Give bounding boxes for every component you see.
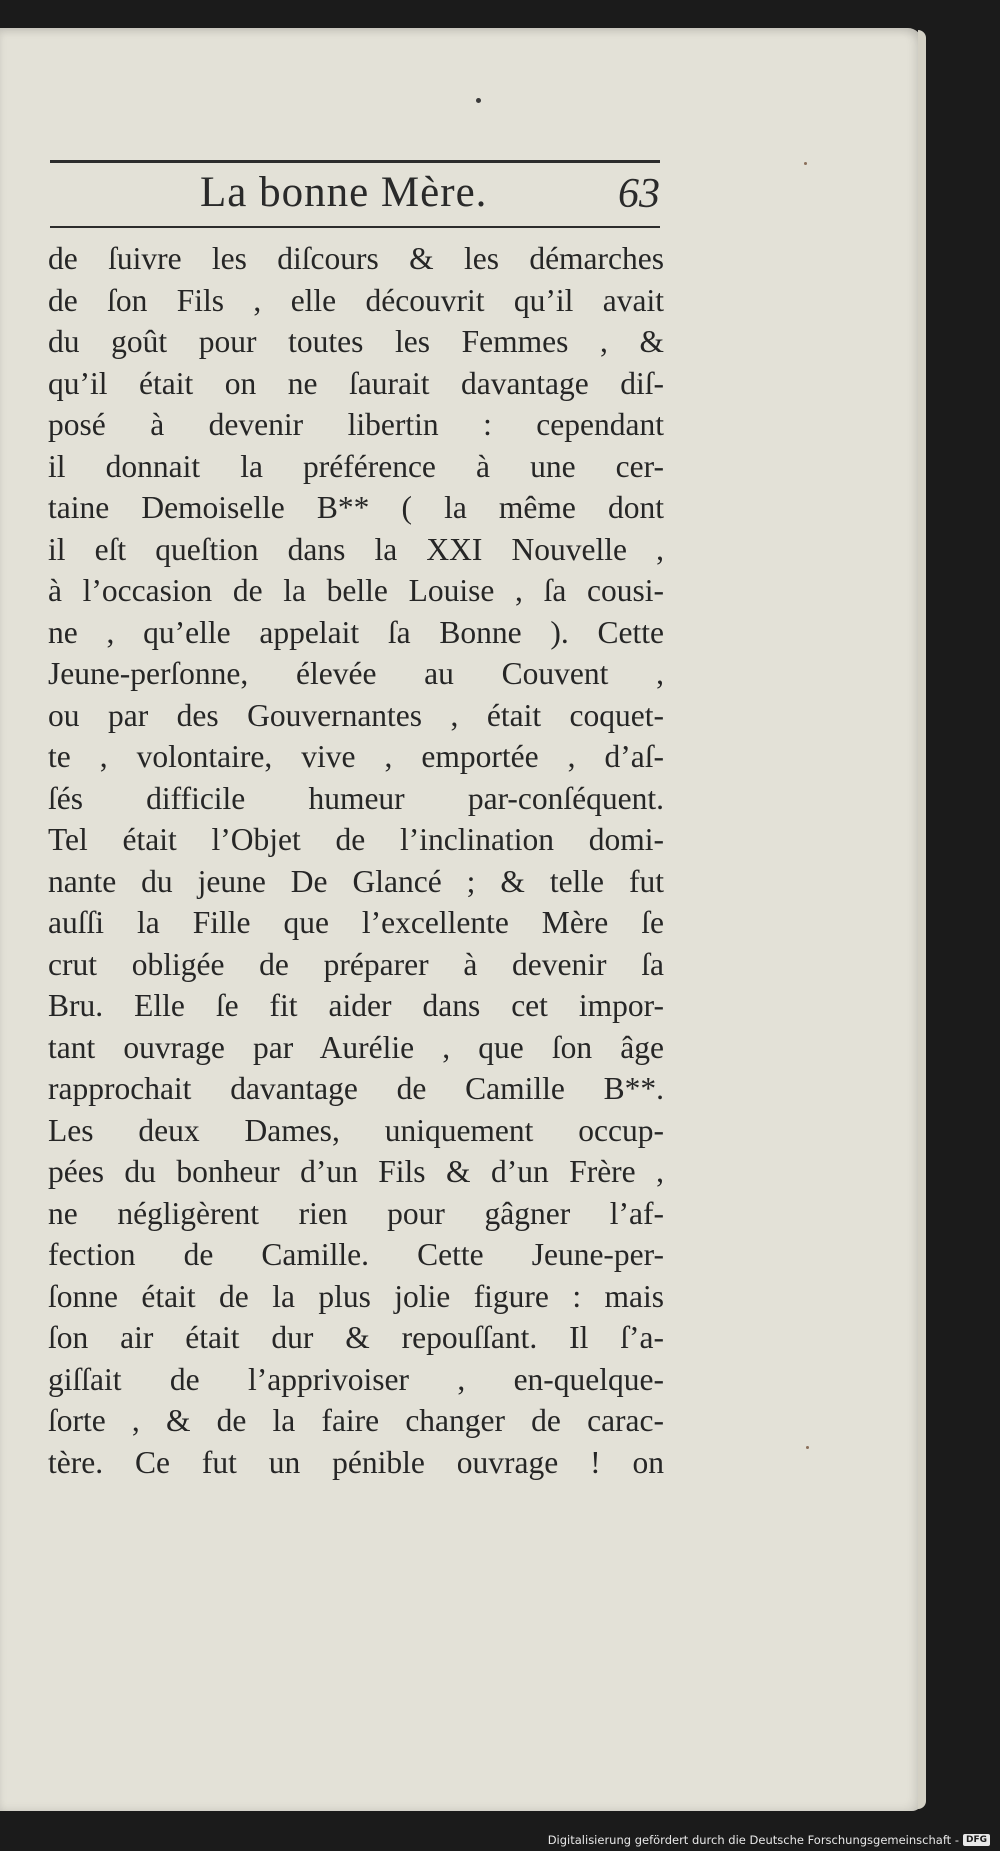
paper-speck xyxy=(804,162,807,165)
text-line: fection de Camille. Cette Jeune-per- xyxy=(48,1237,664,1272)
text-line: du goût pour toutes les Femmes , & xyxy=(48,324,664,359)
text-line: crut obligée de préparer à devenir ſa xyxy=(48,946,664,982)
page-number: 63 xyxy=(618,171,660,217)
text-line: ſonne était de la plus jolie figure : mais xyxy=(48,1278,664,1314)
text-line: ou par des Gouvernantes , était coquet- xyxy=(48,697,664,733)
text-line: ſés difficile humeur par-conſéquent. xyxy=(48,780,664,816)
digitization-credit xyxy=(548,1833,990,1847)
text-line: giſſait de l’apprivoiser , en-quelque- xyxy=(48,1361,664,1397)
text-line: ſorte , & de la faire changer de carac- xyxy=(48,1403,664,1438)
text-line: taine Demoiselle B** ( la même dont xyxy=(48,490,664,525)
page-edge xyxy=(918,30,926,1809)
text-line: ne , qu’elle appelait ſa Bonne ). Cette xyxy=(48,614,664,650)
credit-text: Digitalisierung gefördert durch die Deutsche Forschungsgemeinschaft - xyxy=(547,1833,959,1847)
text-line: nante du jeune De Glancé ; & telle fut xyxy=(48,863,664,899)
text-line: auſſi la Fille que l’excellente Mère ſe xyxy=(48,905,664,940)
text-line: de ſuivre les diſcours & les démarches xyxy=(48,241,664,276)
ink-dot xyxy=(476,98,481,103)
text-line: il eſt queſtion dans la XXI Nouvelle , xyxy=(48,531,664,567)
text-line: Bru. Elle ſe fit aider dans cet impor- xyxy=(48,988,664,1023)
text-line: ſon air était dur & repouſſant. Il ſ’a- xyxy=(48,1320,664,1355)
text-line: Jeune-perſonne, élevée au Couvent , xyxy=(48,656,664,691)
text-line: à l’occasion de la belle Louise , ſa cousi- xyxy=(48,573,664,608)
text-line: tant ouvrage par Aurélie , que ſon âge xyxy=(48,1029,664,1065)
text-line: te , volontaire, vive , emportée , d’aſ- xyxy=(48,739,664,774)
text-line: de ſon Fils , elle découvrit qu’il avait xyxy=(48,282,664,318)
dfg-logo: DFG xyxy=(963,1834,990,1846)
text-line: tère. Ce fut un pénible ouvrage ! on xyxy=(48,1444,664,1480)
header-rule-bottom xyxy=(50,226,660,228)
text-line: posé à devenir libertin : cependant xyxy=(48,407,664,442)
body-text xyxy=(48,238,664,1483)
header-rule-top xyxy=(50,160,660,163)
text-line: Les deux Dames, uniquement occup- xyxy=(48,1112,664,1148)
text-line: ne négligèrent rien pour gâgner l’af- xyxy=(48,1195,664,1231)
text-line: rapprochait davantage de Camille B**. xyxy=(48,1071,664,1106)
text-line: qu’il était on ne ſaurait davantage diſ- xyxy=(48,365,664,401)
text-line: il donnait la préférence à une cer- xyxy=(48,448,664,484)
running-title: La bonne Mère. xyxy=(200,169,488,216)
text-line: Tel était l’Objet de l’inclination domi- xyxy=(48,822,664,857)
running-header xyxy=(50,166,660,224)
paper-speck xyxy=(806,1446,809,1449)
text-line: pées du bonheur d’un Fils & d’un Frère , xyxy=(48,1154,664,1189)
